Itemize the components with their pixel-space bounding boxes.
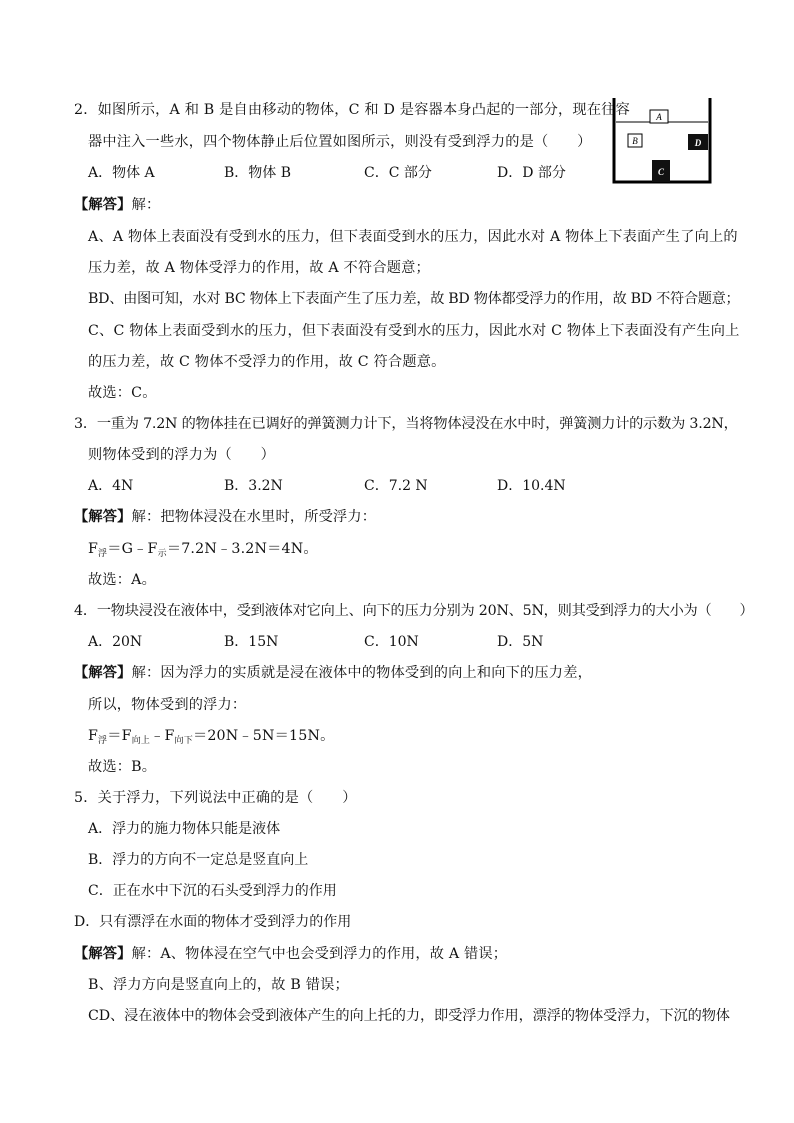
formula-symbol: F: [88, 728, 99, 744]
formula-subscript: 浮: [98, 549, 108, 559]
q5-option-d: D．只有漂浮在水面的物体才受到浮力的作用: [74, 914, 352, 930]
q4-answer-tail: 解：因为浮力的实质就是浸在液体中的物体受到的向上和向下的压力差，: [131, 665, 592, 681]
label-b: B: [632, 136, 638, 146]
q3-answer-choice: 故选：A。: [88, 572, 156, 588]
formula-part: ＝F: [107, 728, 132, 744]
q4-option-b: B．15N: [224, 634, 279, 650]
q3-stem-line1: 3．一重为 7.2N 的物体挂在已调好的弹簧测力计下，当将物体浸没在水中时，弹簧测力计的示数为 3.2N，: [74, 416, 738, 432]
q2-stem-line1: 2．如图所示，A 和 B 是自由移动的物体，C 和 D 是容器本身凸起的一部分，现在往容: [74, 102, 630, 118]
label-a: A: [656, 112, 662, 122]
q2-answer-line4: C、C 物体上表面受到水的压力，但下表面没有受到水的压力，因此水对 C 物体上下表面没有产生向上: [88, 323, 740, 339]
q5-answer-line: [74, 945, 507, 963]
q3-option-d: D．10.4N: [497, 478, 566, 494]
q4-option-c: C．10N: [364, 634, 419, 650]
q2-option-c: C．C 部分: [364, 165, 432, 181]
q4-stem-line1: 4．一物块浸没在液体中，受到液体对它向上、向下的压力分别为 20N、5N，则其受到浮力的大小为（ ）: [74, 603, 754, 619]
formula-part: ＝G﹣F: [107, 541, 158, 557]
q2-answer-choice: 故选：C。: [88, 385, 157, 401]
q2-option-a: A．物体 A: [88, 165, 155, 181]
formula-result: ＝20N﹣5N＝15N。: [192, 728, 335, 744]
q5-answer-line1: B、浮力方向是竖直向上的，故 B 错误；: [88, 977, 349, 993]
q2-option-d: D．D 部分: [497, 165, 566, 181]
q2-answer-line: [74, 196, 160, 214]
q3-formula: [88, 540, 318, 558]
q5-option-b: B．浮力的方向不一定总是竖直向上: [88, 852, 309, 868]
q3-option-a: A．4N: [88, 478, 134, 494]
q4-formula: [88, 727, 334, 745]
q2-answer-line5: 的压力差，故 C 物体不受浮力的作用，故 C 符合题意。: [88, 354, 446, 370]
q3-stem-line2: 则物体受到的浮力为（ ）: [88, 447, 276, 463]
q2-stem-line2: 器中注入一些水，四个物体静止后位置如图所示，则没有受到浮力的是（ ）: [88, 134, 592, 150]
q5-option-c: C．正在水中下沉的石头受到浮力的作用: [88, 883, 337, 899]
q3-option-c: C．7.2 N: [364, 478, 428, 494]
formula-subscript: 浮: [98, 736, 108, 746]
q4-answer-head: 【解答】: [74, 665, 132, 681]
q4-answer-so: 所以，物体受到的浮力：: [88, 697, 247, 713]
q2-answer-line3: BD、由图可知，水对 BC 物体上下表面产生了压力差，故 BD 物体都受浮力的作用，故 BD 不符合题意；: [88, 291, 740, 307]
q2-answer-line1: A、A 物体上表面没有受到水的压力，但下表面受到水的压力，因此水对 A 物体上下表面产生了向上的: [88, 229, 738, 245]
q3-answer-head: 【解答】: [74, 509, 132, 525]
label-d: D: [694, 138, 702, 148]
q5-stem-line1: 5．关于浮力，下列说法中正确的是（ ）: [74, 790, 357, 806]
formula-subscript: 向下: [174, 736, 193, 746]
q5-answer-line2: CD、浸在液体中的物体会受到液体产生的向上托的力，即受浮力作用，漂浮的物体受浮力，下沉的物体: [88, 1008, 730, 1024]
formula-result: ＝7.2N﹣3.2N＝4N。: [166, 541, 318, 557]
q4-answer-line: [74, 664, 592, 682]
q4-option-d: D．5N: [497, 634, 544, 650]
q2-answer-line2: 压力差，故 A 物体受浮力的作用，故 A 不符合题意；: [88, 260, 430, 276]
q2-option-b: B．物体 B: [224, 165, 292, 181]
label-c: C: [657, 167, 665, 177]
q2-answer-head: 【解答】: [74, 197, 132, 213]
formula-part: ﹣F: [150, 728, 175, 744]
q3-answer-tail: 解：把物体浸没在水里时，所受浮力：: [131, 509, 377, 525]
formula-subscript: 示: [157, 549, 167, 559]
q3-option-b: B．3.2N: [224, 478, 283, 494]
container-figure: [612, 98, 712, 184]
q4-option-a: A．20N: [88, 634, 143, 650]
q5-answer-tail: 解：A、物体浸在空气中也会受到浮力的作用，故 A 错误；: [131, 946, 508, 962]
q5-answer-head: 【解答】: [74, 946, 132, 962]
q4-answer-choice: 故选：B。: [88, 759, 157, 775]
q3-answer-line: [74, 508, 376, 526]
q2-answer-tail: 解：: [131, 197, 161, 213]
formula-symbol: F: [88, 541, 99, 557]
formula-subscript: 向上: [131, 736, 151, 746]
q5-option-a: A．浮力的施力物体只能是液体: [88, 821, 281, 837]
